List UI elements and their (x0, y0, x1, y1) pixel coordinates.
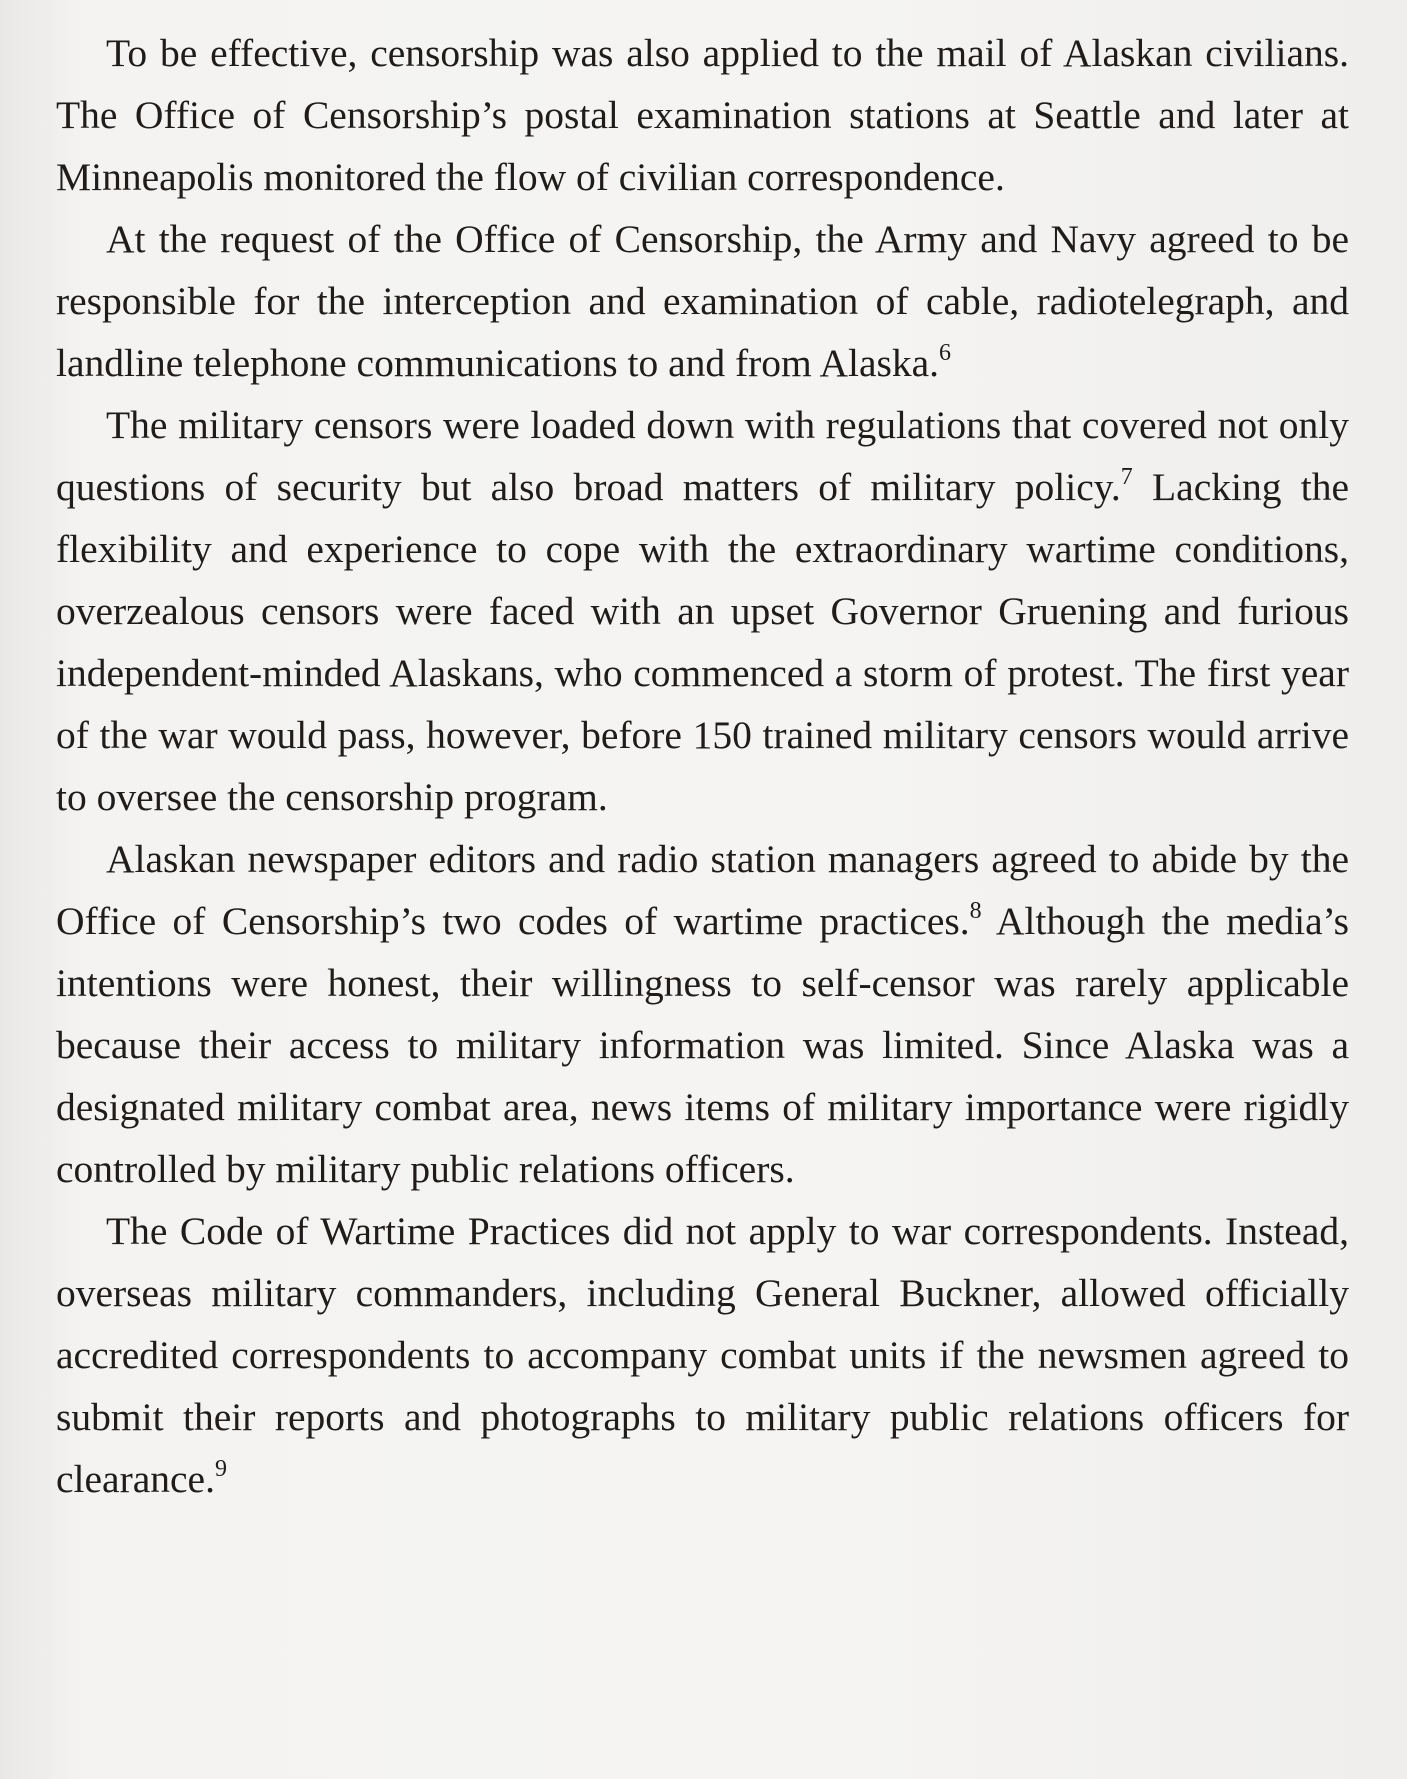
footnote-marker[interactable]: 6 (939, 339, 952, 366)
paragraph-army-navy-interception (56, 208, 1349, 394)
footnote-marker[interactable]: 9 (214, 1455, 227, 1482)
paragraph-text: The military censors were loaded down with regulations that covered not only questions of security but also broad matters of military policy. (56, 403, 1349, 509)
paragraph-text: At the request of the Office of Censorship, the Army and Navy agreed to be responsible for the interception and examination of cable, radiotelegraph, and landline telephone communications to and from Alaska. (56, 217, 1349, 385)
paragraph-newspaper-editors (56, 828, 1349, 1200)
footnote-marker[interactable]: 8 (969, 897, 982, 924)
paragraph-text: Lacking the flexibility and experience to cope with the extraordinary wartime conditions, overzealous censors were faced with an upset Governor Gruening and furious independent-minded Alaskans, who commenced a storm of protest. The first year of the war would pass, however, before 150 trained military censors would arrive to oversee the censorship program. (56, 465, 1349, 819)
paragraph-text: Although the media’s intentions were honest, their willingness to self-censor was rarely applicable because their access to military information was limited. Since Alaska was a designated military combat area, news items of military importance were rigidly controlled by military public relations officers. (56, 899, 1349, 1191)
paragraph-text: Alaskan newspaper editors and radio station managers agreed to abide by the Office of Censorship’s two codes of wartime practices. (56, 837, 1349, 943)
paragraph-mail-censorship (56, 22, 1349, 208)
paragraph-text: To be effective, censorship was also applied to the mail of Alaskan civilians. The Office of Censorship’s postal examination stations at Seattle and later at Minneapolis monitored the flow of civilian correspondence. (56, 31, 1349, 199)
paragraph-military-censors (56, 394, 1349, 828)
footnote-marker[interactable]: 7 (1120, 463, 1133, 490)
paragraph-text: The Code of Wartime Practices did not apply to war correspondents. Instead, overseas military commanders, including General Buckner, allowed officially accredited correspondents to accompany combat units if the newsmen agreed to submit their reports and photographs to military public relations officers for clearance. (56, 1209, 1349, 1501)
paragraph-war-correspondents (56, 1200, 1349, 1510)
